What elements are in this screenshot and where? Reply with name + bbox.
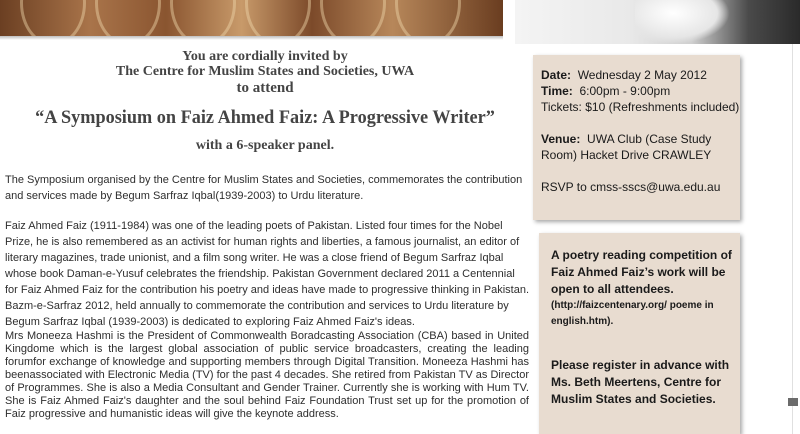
event-title: “A Symposium on Faiz Ahmed Faiz: A Progressive Writer” xyxy=(35,107,495,128)
host-line: The Centre for Muslim States and Societies, UWA xyxy=(115,64,415,79)
date-row xyxy=(541,67,740,83)
panel-line: with a 6-speaker panel. xyxy=(195,138,335,153)
header-banner-image xyxy=(0,0,503,36)
invitation-header xyxy=(0,44,530,154)
scroll-handle[interactable] xyxy=(788,398,798,406)
poetry-competition-card xyxy=(539,233,740,434)
register-text: Please register in advance with Ms. Beth Meertens, Centre for Muslim States and Societies. xyxy=(551,358,730,406)
time-label: Time: xyxy=(541,84,573,98)
banner-shadow xyxy=(0,36,503,40)
paragraph-faiz: Faiz Ahmed Faiz (1911-1984) was one of the leading poets of Pakistan. Listed four times for the Nobel Prize, he is also remembered as an activist for human rights and liberties, a famous journalist, an editor of literary magazines, trade unionist, and a film song writer. He was a close friend of Begum Sarfraz Iqbal whose book Daman-e-Yusuf celebrates the friendship. Pakistan Government declared 2011 a Centennial for Faiz Ahmed Faiz for the contribution his poetry and ideas have made to progressive thinking in Pakistan. Bazm-e-Sarfraz 2012, held annually to commemorate the contribution and services to Urdu literature by Begum Sarfraz Iqbal (1939-2003) is dedicated to exploring Faiz Ahmed Faiz's ideas. xyxy=(5,220,530,328)
attend-line: to attend xyxy=(236,80,294,96)
venue-value: UWA Club (Case Study Room) Hacket Drive CRAWLEY xyxy=(541,132,712,162)
poetry-url: (http://faizcentenary.org/ poeme in english.htm). xyxy=(551,300,714,327)
venue-label: Venue: xyxy=(541,132,581,146)
date-label: Date: xyxy=(541,68,572,82)
time-value: 6:00pm - 9:00pm xyxy=(579,84,671,98)
rsvp-text: RSVP to cmss-sscs@uwa.edu.au xyxy=(541,180,721,194)
time-row xyxy=(541,83,740,99)
poetry-text: A poetry reading competition of Faiz Ahmed Faiz’s work will be open to all attendees. xyxy=(551,248,732,296)
page-divider xyxy=(792,44,793,434)
tickets-text: Tickets: $10 (Refreshments included) xyxy=(541,100,740,114)
event-details-card xyxy=(533,55,740,220)
paragraph-moneeza: Mrs Moneeza Hashmi is the President of Commonwealth Boradcasting Association (CBA) based in United Kingdome which is the largest global association of public service broadcasters, creating the leading forumfor exchange of knowledge and supporting members through Digital Transition. Moneeza Hashmi has beenassociated with Electronic Media (TV) for the past 4 decades. She retired from Pakistan TV as Director of Programmes. She is also a Media Consultant and Gender Trainer. Currently she is working with Hum TV. She is Faiz Ahmed Faiz's daughter and the soul behind Faiz Foundation Trust set up for the promotion of Faiz progressive and humanistic ideas will give the keynote address. xyxy=(5,330,529,420)
header-photo xyxy=(515,0,800,44)
date-value: Wednesday 2 May 2012 xyxy=(577,68,707,82)
venue-row xyxy=(541,131,740,163)
paragraph-symposium: The Symposium organised by the Centre for Muslim States and Societies, commemorates the contribution and services made by Begum Sarfraz Iqbal(1939-2003) to Urdu literature. xyxy=(5,174,523,202)
invited-by-line: You are cordially invited by xyxy=(182,49,348,64)
